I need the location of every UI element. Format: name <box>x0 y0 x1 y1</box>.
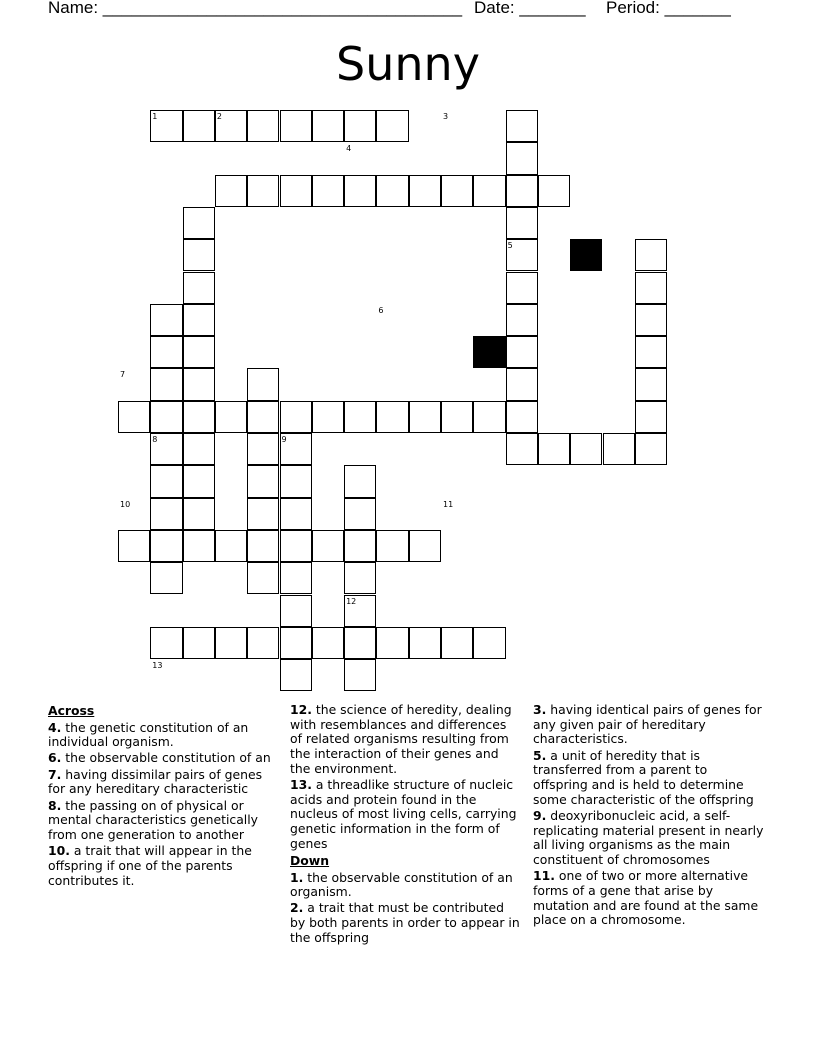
grid-cell[interactable] <box>247 627 279 659</box>
grid-cell[interactable] <box>376 401 408 433</box>
grid-cell[interactable] <box>183 304 215 336</box>
clue-item-number: 9. <box>533 807 547 823</box>
grid-cell[interactable] <box>150 530 182 562</box>
puzzle-title: Sunny <box>336 37 480 91</box>
clue-column-2 <box>290 703 522 947</box>
grid-cell[interactable] <box>183 465 215 497</box>
grid-cell[interactable] <box>280 627 312 659</box>
clue-item <box>48 768 280 797</box>
name-field[interactable]: Name: ______________________________________ <box>48 0 463 17</box>
clue-item-number: 4. <box>48 719 62 735</box>
grid-cell[interactable] <box>280 498 312 530</box>
clue-number: 7 <box>120 370 126 380</box>
grid-cell[interactable] <box>247 110 279 142</box>
grid-cell[interactable] <box>280 595 312 627</box>
clue-number: 4 <box>346 144 352 154</box>
grid-cell[interactable] <box>506 433 538 465</box>
grid-cell[interactable] <box>538 433 570 465</box>
clue-item-text: the observable constitution of an organism. <box>290 869 513 900</box>
clue-item-number: 2. <box>290 900 304 916</box>
grid-cell[interactable] <box>280 175 312 207</box>
grid-cell[interactable] <box>603 433 635 465</box>
grid-cell[interactable] <box>409 401 441 433</box>
clue-item-number: 8. <box>48 797 62 813</box>
grid-cell[interactable] <box>247 368 279 400</box>
grid-cell[interactable] <box>473 401 505 433</box>
clue-number: 6 <box>378 305 384 315</box>
grid-cell[interactable] <box>635 304 667 336</box>
clue-item <box>290 871 522 900</box>
grid-cell[interactable] <box>280 562 312 594</box>
grid-cell[interactable] <box>312 110 344 142</box>
clue-item <box>533 703 765 747</box>
clue-number: 2 <box>216 112 222 121</box>
clue-number: 1 <box>152 112 158 121</box>
grid-cell[interactable] <box>280 401 312 433</box>
grid-cell[interactable] <box>635 433 667 465</box>
clue-item-number: 1. <box>290 869 304 885</box>
clue-item-text: having identical pairs of genes for any given pair of hereditary characteristics. <box>533 702 762 747</box>
grid-cell[interactable] <box>312 175 344 207</box>
grid-cell[interactable] <box>344 659 376 691</box>
grid-block <box>473 336 505 368</box>
grid-cell[interactable] <box>344 498 376 530</box>
clue-item <box>290 703 522 777</box>
grid-cell[interactable] <box>150 498 182 530</box>
clue-item-number: 11. <box>533 868 555 884</box>
grid-cell[interactable] <box>506 401 538 433</box>
grid-cell[interactable] <box>183 530 215 562</box>
clue-item <box>48 844 280 888</box>
clue-item-text: a trait that will appear in the offspring if one of the parents contributes it. <box>48 843 252 888</box>
grid-cell[interactable] <box>215 627 247 659</box>
grid-cell[interactable] <box>312 401 344 433</box>
grid-cell[interactable] <box>344 530 376 562</box>
grid-cell[interactable] <box>247 175 279 207</box>
grid-cell[interactable] <box>376 110 408 142</box>
grid-cell[interactable] <box>312 627 344 659</box>
clue-item <box>533 809 765 868</box>
grid-cell[interactable] <box>215 401 247 433</box>
grid-cell[interactable] <box>183 239 215 271</box>
grid-cell[interactable] <box>183 401 215 433</box>
grid-cell[interactable] <box>118 530 150 562</box>
grid-cell[interactable] <box>150 401 182 433</box>
grid-cell[interactable] <box>376 530 408 562</box>
clue-item-number: 13. <box>290 777 312 793</box>
clue-item <box>533 749 765 808</box>
clue-item-text: deoxyribonucleic acid, a self-replicating material present in nearly all living organisms as the main constituent of chromosomes <box>533 807 764 868</box>
grid-cell[interactable] <box>247 562 279 594</box>
grid-cell[interactable] <box>409 627 441 659</box>
grid-cell[interactable] <box>376 627 408 659</box>
clue-number: 8 <box>152 435 158 444</box>
grid-cell[interactable] <box>506 175 538 207</box>
clue-item-text: having dissimilar pairs of genes for any hereditary characteristic <box>48 766 263 797</box>
grid-cell[interactable] <box>215 530 247 562</box>
clue-column-3 <box>533 703 765 930</box>
grid-cell[interactable] <box>344 465 376 497</box>
grid-cell[interactable] <box>409 175 441 207</box>
period-field[interactable]: Period: _______ <box>606 0 731 17</box>
clue-item <box>48 721 280 750</box>
grid-cell[interactable] <box>150 368 182 400</box>
grid-cell[interactable] <box>183 336 215 368</box>
clue-item-text: the science of heredity, dealing with resemblances and differences of related organisms resulting from the interaction of their genes and the environment. <box>290 702 512 776</box>
grid-cell[interactable] <box>150 562 182 594</box>
grid-cell[interactable] <box>344 401 376 433</box>
grid-cell[interactable] <box>280 110 312 142</box>
grid-cell[interactable] <box>473 627 505 659</box>
grid-cell[interactable] <box>635 272 667 304</box>
grid-cell[interactable] <box>280 465 312 497</box>
grid-cell[interactable] <box>183 110 215 142</box>
grid-cell[interactable] <box>441 401 473 433</box>
grid-cell[interactable] <box>473 175 505 207</box>
grid-cell[interactable] <box>150 465 182 497</box>
clue-item-text: a unit of heredity that is transferred from a parent to offspring and is held to determine some characteristic of the offspring <box>533 747 754 807</box>
clue-number: 3 <box>443 112 449 121</box>
grid-cell[interactable] <box>635 401 667 433</box>
grid-cell[interactable] <box>280 530 312 562</box>
grid-cell[interactable] <box>150 336 182 368</box>
grid-cell[interactable] <box>247 433 279 465</box>
grid-cell[interactable] <box>506 207 538 239</box>
grid-cell[interactable] <box>118 401 150 433</box>
clue-item-number: 7. <box>48 766 62 782</box>
clue-item <box>48 751 280 766</box>
grid-cell[interactable] <box>183 368 215 400</box>
grid-cell[interactable] <box>506 142 538 174</box>
grid-cell[interactable] <box>247 530 279 562</box>
down-heading: Down <box>290 853 330 869</box>
clue-item <box>48 799 280 843</box>
grid-cell[interactable] <box>635 368 667 400</box>
clue-item-number: 6. <box>48 750 62 766</box>
clue-item-text: one of two or more alternative forms of a gene that arise by mutation and are found at the same place on a chromosome. <box>533 868 759 928</box>
clue-item-text: a threadlike structure of nucleic acids and protein found in the nucleus of most living cells, carrying genetic information in the form of genes <box>290 777 517 851</box>
grid-cell[interactable] <box>441 627 473 659</box>
grid-cell[interactable] <box>635 239 667 271</box>
grid-cell[interactable] <box>635 336 667 368</box>
grid-cell[interactable] <box>344 562 376 594</box>
grid-cell[interactable] <box>280 659 312 691</box>
clue-column-1 <box>48 703 280 890</box>
grid-cell[interactable] <box>344 110 376 142</box>
clue-number: 13 <box>152 661 163 671</box>
clue-item <box>290 778 522 852</box>
across-heading: Across <box>48 703 95 718</box>
grid-cell[interactable] <box>538 175 570 207</box>
grid-cell[interactable] <box>376 175 408 207</box>
grid-cell[interactable] <box>247 401 279 433</box>
grid-cell[interactable] <box>150 304 182 336</box>
clue-item-number: 3. <box>533 702 547 717</box>
grid-cell[interactable] <box>506 110 538 142</box>
clue-item-text: the genetic constitution of an individual organism. <box>48 719 249 750</box>
grid-cell[interactable] <box>183 272 215 304</box>
grid-cell[interactable] <box>215 175 247 207</box>
clue-item <box>290 901 522 945</box>
clue-item-text: the passing on of physical or mental characteristics genetically from one generation to another <box>48 797 259 842</box>
grid-cell[interactable] <box>247 498 279 530</box>
clue-number: 12 <box>346 596 357 606</box>
clue-item-number: 10. <box>48 843 70 859</box>
grid-cell[interactable] <box>247 465 279 497</box>
grid-cell[interactable] <box>506 368 538 400</box>
grid-cell[interactable] <box>441 175 473 207</box>
grid-cell[interactable] <box>506 336 538 368</box>
clue-item <box>533 869 765 928</box>
clue-item-text: a trait that must be contributed by both parents in order to appear in the offspring <box>290 900 520 945</box>
clue-number: 9 <box>281 435 287 444</box>
clue-item-number: 5. <box>533 747 547 763</box>
grid-block <box>570 239 602 271</box>
grid-cell[interactable] <box>344 175 376 207</box>
grid-cell[interactable] <box>183 433 215 465</box>
clue-number: 11 <box>443 499 454 509</box>
grid-cell[interactable] <box>506 304 538 336</box>
grid-cell[interactable] <box>150 627 182 659</box>
clue-number: 5 <box>507 241 513 251</box>
clue-item-number: 12. <box>290 702 312 717</box>
grid-cell[interactable] <box>344 627 376 659</box>
clue-item-text: the observable constitution of an <box>61 750 271 766</box>
grid-cell[interactable] <box>409 530 441 562</box>
grid-cell[interactable] <box>183 207 215 239</box>
grid-cell[interactable] <box>570 433 602 465</box>
date-field[interactable]: Date: _______ <box>474 0 586 17</box>
grid-cell[interactable] <box>506 272 538 304</box>
clue-number: 10 <box>120 499 131 509</box>
grid-cell[interactable] <box>312 530 344 562</box>
grid-cell[interactable] <box>183 627 215 659</box>
grid-cell[interactable] <box>183 498 215 530</box>
